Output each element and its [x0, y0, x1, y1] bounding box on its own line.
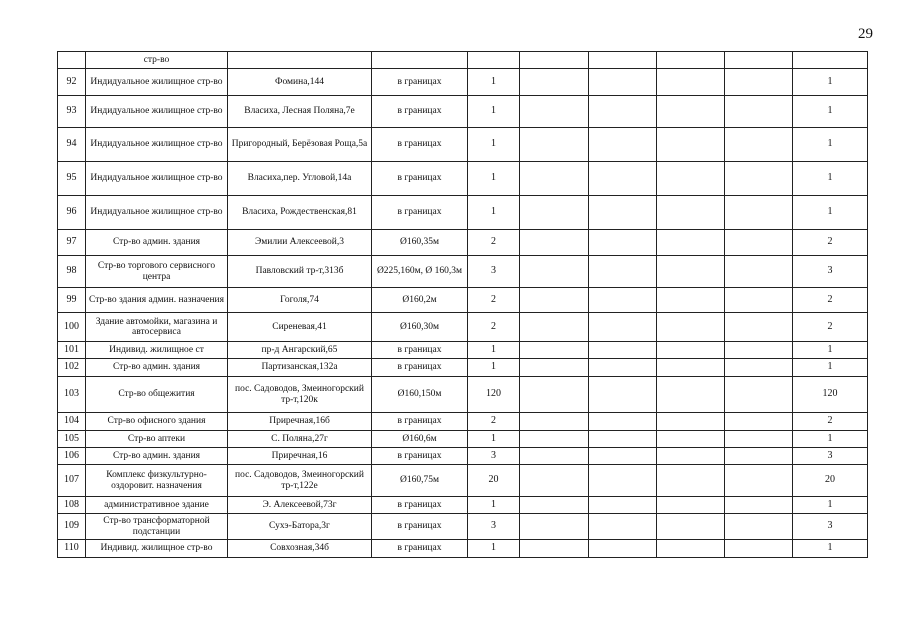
cell-total: 2 — [793, 288, 868, 313]
cell-empty — [657, 359, 725, 377]
cell-empty — [725, 377, 793, 413]
cell-number: 96 — [58, 196, 86, 230]
cell-empty — [520, 497, 589, 514]
cell-total: 2 — [793, 413, 868, 431]
cell-empty — [725, 230, 793, 256]
cell-empty — [589, 342, 657, 359]
cell-number: 109 — [58, 514, 86, 540]
cell-empty — [657, 448, 725, 465]
cell-empty — [520, 377, 589, 413]
cell-empty — [520, 514, 589, 540]
cell-number — [58, 52, 86, 69]
cell-number: 92 — [58, 69, 86, 96]
cell-number: 104 — [58, 413, 86, 431]
cell-quantity: 3 — [468, 256, 520, 288]
cell-empty — [657, 313, 725, 342]
cell-number: 108 — [58, 497, 86, 514]
cell-network: в границах — [372, 497, 468, 514]
cell-empty — [725, 359, 793, 377]
cell-empty — [657, 514, 725, 540]
cell-purpose: Стр-во админ. здания — [86, 448, 228, 465]
cell-address: пос. Садоводов, Змеиногорский тр-т,122е — [228, 465, 372, 497]
cell-empty — [520, 288, 589, 313]
cell-total: 1 — [793, 359, 868, 377]
cell-empty — [725, 431, 793, 448]
page-number: 29 — [858, 26, 873, 42]
cell-purpose: Индидуальное жилищное стр-во — [86, 162, 228, 196]
cell-empty — [589, 377, 657, 413]
cell-empty — [589, 431, 657, 448]
cell-empty — [520, 162, 589, 196]
cell-empty — [520, 69, 589, 96]
cell-network: в границах — [372, 413, 468, 431]
cell-empty — [725, 288, 793, 313]
cell-number: 106 — [58, 448, 86, 465]
table-row — [58, 497, 868, 514]
table-row — [58, 313, 868, 342]
cell-empty — [725, 162, 793, 196]
cell-empty — [725, 128, 793, 162]
table-row — [58, 448, 868, 465]
table-row — [58, 288, 868, 313]
cell-address: Совхозная,34б — [228, 540, 372, 558]
cell-network: в границах — [372, 540, 468, 558]
cell-empty — [725, 448, 793, 465]
cell-quantity: 2 — [468, 413, 520, 431]
cell-network: в границах — [372, 162, 468, 196]
cell-empty — [657, 288, 725, 313]
cell-network: в границах — [372, 96, 468, 128]
cell-number: 110 — [58, 540, 86, 558]
cell-total: 120 — [793, 377, 868, 413]
cell-purpose: Индивид. жилищное стр-во — [86, 540, 228, 558]
cell-quantity: 120 — [468, 377, 520, 413]
cell-purpose: Стр-во аптеки — [86, 431, 228, 448]
cell-purpose: Индидуальное жилищное стр-во — [86, 128, 228, 162]
table-row — [58, 96, 868, 128]
cell-empty — [657, 465, 725, 497]
table-row — [58, 431, 868, 448]
cell-address: пр-д Ангарский,65 — [228, 342, 372, 359]
cell-address: Приречная,16 — [228, 448, 372, 465]
cell-empty — [520, 448, 589, 465]
cell-empty — [520, 413, 589, 431]
table-row — [58, 413, 868, 431]
cell-purpose: стр-во — [86, 52, 228, 69]
table-row-continuation — [58, 52, 868, 69]
cell-total: 1 — [793, 128, 868, 162]
cell-empty — [725, 465, 793, 497]
cell-number: 103 — [58, 377, 86, 413]
cell-empty — [589, 196, 657, 230]
cell-empty — [657, 96, 725, 128]
cell-network: Ø160,6м — [372, 431, 468, 448]
cell-network: в границах — [372, 128, 468, 162]
cell-purpose: Индидуальное жилищное стр-во — [86, 96, 228, 128]
cell-quantity: 1 — [468, 342, 520, 359]
cell-total: 20 — [793, 465, 868, 497]
cell-quantity: 1 — [468, 162, 520, 196]
cell-empty — [657, 162, 725, 196]
cell-empty — [725, 413, 793, 431]
cell-empty — [589, 359, 657, 377]
cell-quantity: 3 — [468, 448, 520, 465]
cell-number: 95 — [58, 162, 86, 196]
cell-network: Ø160,75м — [372, 465, 468, 497]
cell-address: Э. Алексеевой,73г — [228, 497, 372, 514]
table-row — [58, 540, 868, 558]
cell-total: 2 — [793, 313, 868, 342]
cell-address: Власиха, Лесная Поляна,7е — [228, 96, 372, 128]
cell-address: Гоголя,74 — [228, 288, 372, 313]
cell-address: С. Поляна,27г — [228, 431, 372, 448]
cell-empty — [589, 288, 657, 313]
cell-number: 99 — [58, 288, 86, 313]
cell-total: 1 — [793, 96, 868, 128]
cell-quantity: 1 — [468, 431, 520, 448]
cell-empty — [589, 448, 657, 465]
cell-address: Партизанская,132а — [228, 359, 372, 377]
cell-empty — [657, 540, 725, 558]
cell-empty — [589, 256, 657, 288]
cell-address: пос. Садоводов, Змеиногорский тр-т,120к — [228, 377, 372, 413]
cell-network: в границах — [372, 448, 468, 465]
cell-purpose: Индивид. жилищное ст — [86, 342, 228, 359]
cell-address: Пригородный, Берёзовая Роща,5а — [228, 128, 372, 162]
cell-total: 1 — [793, 497, 868, 514]
cell-purpose: Стр-во общежития — [86, 377, 228, 413]
cell-empty — [725, 196, 793, 230]
cell-address: Фомина,144 — [228, 69, 372, 96]
table-row — [58, 514, 868, 540]
cell-empty — [520, 465, 589, 497]
cell-purpose: Индидуальное жилищное стр-во — [86, 196, 228, 230]
cell-quantity: 1 — [468, 540, 520, 558]
cell-network: в границах — [372, 342, 468, 359]
cell-empty — [725, 342, 793, 359]
cell-number: 100 — [58, 313, 86, 342]
cell-network: в границах — [372, 359, 468, 377]
cell-purpose: Индидуальное жилищное стр-во — [86, 69, 228, 96]
cell-quantity: 1 — [468, 196, 520, 230]
cell-quantity: 1 — [468, 359, 520, 377]
cell-empty — [520, 96, 589, 128]
cell-network: в границах — [372, 69, 468, 96]
cell-purpose: Стр-во офисного здания — [86, 413, 228, 431]
cell-quantity: 2 — [468, 288, 520, 313]
cell-empty — [589, 514, 657, 540]
table-row — [58, 465, 868, 497]
cell-empty — [589, 128, 657, 162]
cell-address: Власиха, Рождественская,81 — [228, 196, 372, 230]
table-row — [58, 69, 868, 96]
cell-empty — [657, 431, 725, 448]
cell-total: 1 — [793, 540, 868, 558]
cell-quantity: 1 — [468, 128, 520, 162]
cell-purpose: Стр-во админ. здания — [86, 359, 228, 377]
cell-total: 1 — [793, 342, 868, 359]
cell-empty — [725, 256, 793, 288]
cell-empty — [657, 230, 725, 256]
cell-empty — [657, 377, 725, 413]
cell-total: 1 — [793, 162, 868, 196]
cell-empty — [657, 196, 725, 230]
cell-empty — [657, 497, 725, 514]
cell-number: 107 — [58, 465, 86, 497]
cell-empty — [520, 359, 589, 377]
cell-number: 105 — [58, 431, 86, 448]
cell-empty — [589, 96, 657, 128]
cell-network: в границах — [372, 514, 468, 540]
table-row — [58, 230, 868, 256]
cell-total: 1 — [793, 196, 868, 230]
cell-empty — [520, 230, 589, 256]
cell-address: Приречная,16б — [228, 413, 372, 431]
cell-total: 1 — [793, 431, 868, 448]
cell-empty — [589, 313, 657, 342]
cell-empty — [520, 196, 589, 230]
cell-purpose: Стр-во админ. здания — [86, 230, 228, 256]
cell-purpose: Стр-во здания админ. назначения — [86, 288, 228, 313]
cell-network: Ø160,35м — [372, 230, 468, 256]
cell-network: Ø160,150м — [372, 377, 468, 413]
table-row — [58, 128, 868, 162]
cell-quantity: 1 — [468, 69, 520, 96]
cell-total: 3 — [793, 256, 868, 288]
cell-empty — [520, 540, 589, 558]
cell-quantity: 3 — [468, 514, 520, 540]
cell-empty — [657, 413, 725, 431]
cell-address: Власиха,пер. Угловой,14а — [228, 162, 372, 196]
cell-number: 94 — [58, 128, 86, 162]
cell-empty — [725, 540, 793, 558]
table-row — [58, 377, 868, 413]
cell-total: 3 — [793, 448, 868, 465]
cell-empty — [589, 465, 657, 497]
cell-empty — [589, 413, 657, 431]
cell-quantity: 20 — [468, 465, 520, 497]
cell-total: 3 — [793, 514, 868, 540]
cell-number: 93 — [58, 96, 86, 128]
cell-empty — [589, 230, 657, 256]
cell-number: 102 — [58, 359, 86, 377]
cell-empty — [589, 162, 657, 196]
cell-total: 1 — [793, 69, 868, 96]
cell-address: Сиреневая,41 — [228, 313, 372, 342]
cell-quantity: 1 — [468, 497, 520, 514]
cell-number: 97 — [58, 230, 86, 256]
cell-network: Ø160,30м — [372, 313, 468, 342]
cell-empty — [589, 540, 657, 558]
table-row — [58, 342, 868, 359]
cell-empty — [725, 96, 793, 128]
cell-empty — [657, 69, 725, 96]
cell-network: в границах — [372, 196, 468, 230]
cell-number: 101 — [58, 342, 86, 359]
cell-empty — [520, 431, 589, 448]
cell-address: Эмилии Алексеевой,3 — [228, 230, 372, 256]
table-row — [58, 162, 868, 196]
cell-empty — [725, 69, 793, 96]
cell-number: 98 — [58, 256, 86, 288]
cell-empty — [725, 514, 793, 540]
table-row — [58, 256, 868, 288]
cell-network: Ø160,2м — [372, 288, 468, 313]
cell-empty — [520, 342, 589, 359]
cell-address: Павловский тр-т,313б — [228, 256, 372, 288]
cell-network: Ø225,160м, Ø 160,3м — [372, 256, 468, 288]
cell-quantity: 1 — [468, 96, 520, 128]
cell-address: Сухэ-Батора,3г — [228, 514, 372, 540]
cell-purpose: Стр-во трансформаторной подстанции — [86, 514, 228, 540]
cell-empty — [657, 128, 725, 162]
cell-empty — [520, 313, 589, 342]
cell-empty — [657, 256, 725, 288]
cell-empty — [589, 497, 657, 514]
table-row — [58, 359, 868, 377]
data-table — [57, 51, 868, 558]
cell-quantity: 2 — [468, 230, 520, 256]
cell-quantity: 2 — [468, 313, 520, 342]
cell-empty — [520, 128, 589, 162]
table-row — [58, 196, 868, 230]
cell-purpose: Здание автомойки, магазина и автосервиса — [86, 313, 228, 342]
cell-total: 2 — [793, 230, 868, 256]
cell-purpose: Комплекс физкультурно-оздоровит. назначения — [86, 465, 228, 497]
cell-empty — [725, 313, 793, 342]
cell-empty — [589, 69, 657, 96]
cell-empty — [725, 497, 793, 514]
cell-purpose: Стр-во торгового сервисного центра — [86, 256, 228, 288]
cell-empty — [657, 342, 725, 359]
cell-empty — [520, 256, 589, 288]
cell-purpose: административное здание — [86, 497, 228, 514]
